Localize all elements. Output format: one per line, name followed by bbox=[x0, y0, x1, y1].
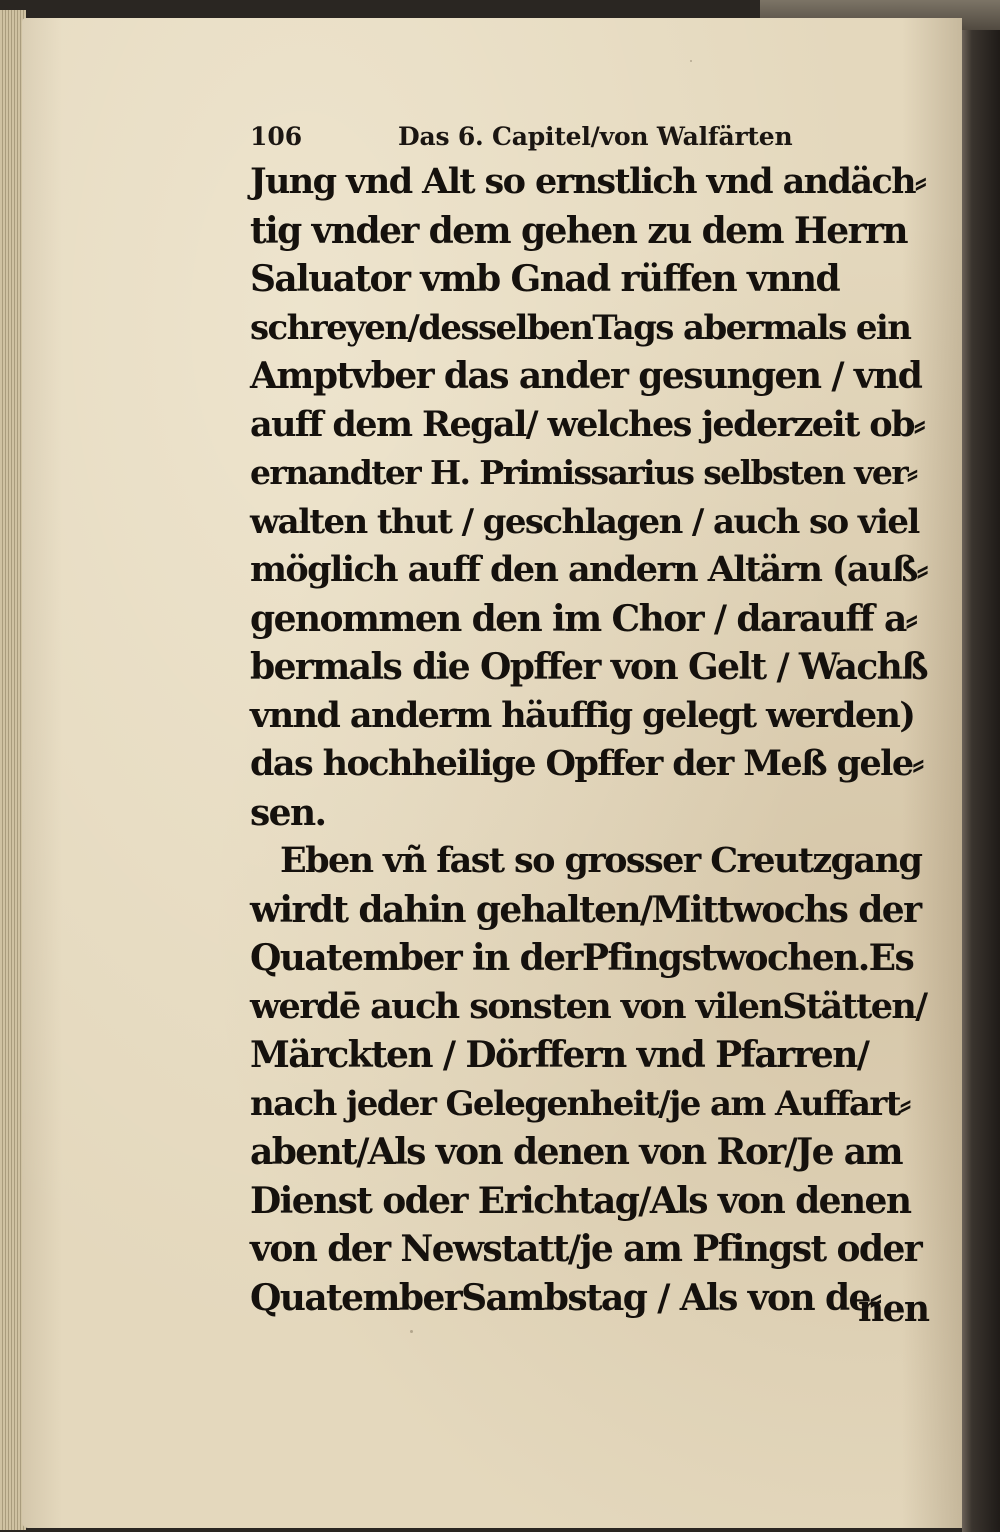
page-number: 106 bbox=[250, 122, 303, 151]
paragraph-start-line: Eben vñ fast so grosser Creutzgang bbox=[280, 840, 922, 881]
text-line: auff dem Regal/ welches jederzeit ob⸗ bbox=[250, 403, 924, 445]
text-line: abent/Als von denen von Ror/Je am bbox=[250, 1131, 903, 1173]
text-line: Quatember in derPfingstwochen.Es bbox=[250, 937, 914, 979]
text-line: nach jeder Gelegenheit/je am Auffart⸗ bbox=[250, 1083, 910, 1124]
text-line: ernandter H. Primissarius selbsten ver⸗ bbox=[250, 453, 917, 492]
page-header bbox=[250, 118, 860, 158]
text-line: werdē auch sonsten von vilenStätten/ bbox=[250, 985, 927, 1027]
text-line: Saluator vmb Gnad rüffen vnnd bbox=[250, 258, 840, 300]
text-line: bermals die Opffer von Gelt / Wachß bbox=[250, 646, 928, 688]
text-line: Märckten / Dörffern vnd Pfarren/ bbox=[250, 1034, 869, 1076]
text-line: sen. bbox=[250, 791, 326, 834]
text-line: QuatemberSambstag / Als von de⸗ bbox=[250, 1276, 881, 1319]
book-gutter-right bbox=[962, 30, 1000, 1532]
text-line: vnnd anderm häuffig gelegt werden) bbox=[250, 694, 915, 736]
text-line: möglich auff den andern Altärn (auß⸗ bbox=[250, 549, 927, 590]
text-line: von der Newstatt/je am Pfingst oder bbox=[250, 1228, 922, 1270]
text-line: schreyen/desselbenTags abermals ein bbox=[250, 307, 911, 348]
text-line: genommen den im Chor / darauff a⸗ bbox=[250, 597, 917, 640]
paper-speck bbox=[410, 1330, 413, 1333]
body-text bbox=[250, 158, 930, 1322]
catchword: nen bbox=[858, 1288, 929, 1330]
text-line: tig vnder dem gehen zu dem Herrn bbox=[250, 209, 907, 252]
text-line: walten thut / geschlagen / auch so viel bbox=[250, 501, 919, 542]
text-line: Dienst oder Erichtag/Als von denen bbox=[250, 1179, 911, 1222]
running-head: Das 6. Capitel/von Walfärten bbox=[398, 122, 793, 151]
text-line: Amptvber das ander gesungen / vnd bbox=[250, 355, 922, 397]
text-line: wirdt dahin gehalten/Mittwochs der bbox=[250, 888, 921, 931]
text-line: Jung vnd Alt so ernstlich vnd andäch⸗ bbox=[250, 161, 926, 202]
paper-speck bbox=[690, 60, 692, 62]
text-line: das hochheilige Opffer der Meß gele⸗ bbox=[250, 743, 923, 784]
